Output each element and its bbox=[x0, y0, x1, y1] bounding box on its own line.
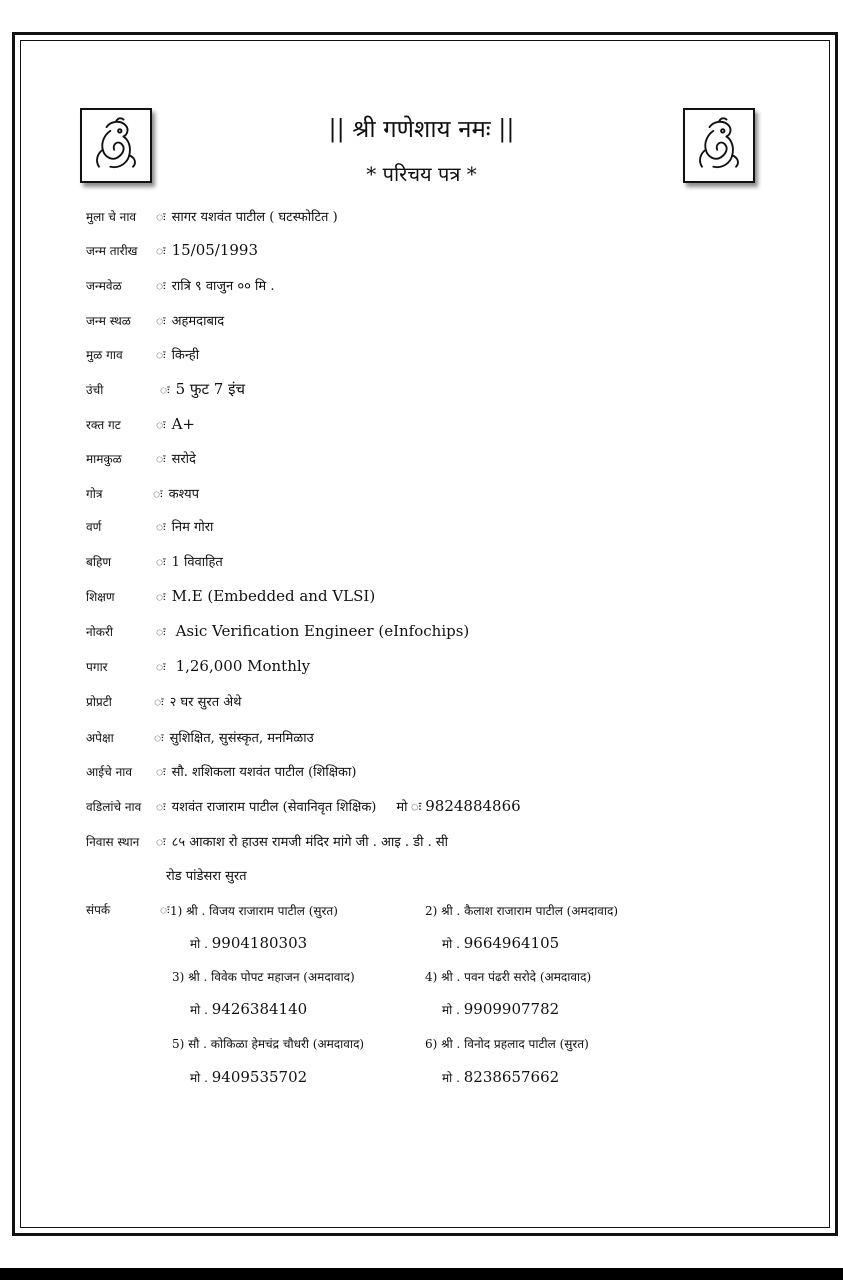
mobile-prefix: मो . bbox=[190, 1003, 208, 1017]
row-separator: ः bbox=[156, 624, 166, 639]
contacts-label-row bbox=[86, 897, 176, 921]
detail-row-gotra bbox=[86, 481, 199, 505]
row-value: यशवंत राजाराम पाटील (सेवानिवृत शिक्षिक) bbox=[171, 800, 377, 815]
row-value: सरोदे bbox=[171, 452, 196, 467]
row-label: शिक्षण bbox=[86, 589, 115, 604]
row-value: 1 विवाहित bbox=[171, 555, 223, 570]
row-value: सुशिक्षित, सुसंस्कृत, मनमिळाउ bbox=[169, 731, 314, 746]
row-separator: ः bbox=[156, 313, 166, 328]
mobile-prefix: मो . bbox=[442, 1003, 460, 1017]
row-value: 1,26,000 Monthly bbox=[175, 657, 311, 675]
contact-phone: 9426384140 bbox=[211, 1000, 308, 1018]
row-separator: ः bbox=[154, 694, 164, 709]
row-label: वडिलांचे नाव bbox=[86, 799, 142, 814]
row-value: सौ. शशिकला यशवंत पाटील (शिक्षिका) bbox=[171, 765, 357, 780]
row-separator: ः bbox=[156, 209, 166, 224]
contact-name: 5) सौ . कोकिळा हेमचंद्र चौधरी (अमदावाद) bbox=[172, 1037, 365, 1051]
row-label: अपेक्षा bbox=[86, 730, 114, 745]
row-label: वर्ण bbox=[86, 519, 102, 534]
contact-phone-row bbox=[442, 1068, 559, 1086]
detail-row-complexion bbox=[86, 514, 213, 538]
detail-row-education bbox=[86, 584, 375, 608]
father-mobile-number: 9824884866 bbox=[425, 797, 521, 815]
detail-row-birthdate bbox=[86, 238, 258, 262]
row-label: उंची bbox=[86, 382, 104, 397]
row-label: नोकरी bbox=[86, 624, 114, 639]
row-value: 5 फुट 7 इंच bbox=[175, 380, 245, 398]
row-value: A+ bbox=[171, 415, 195, 433]
row-value: कश्यप bbox=[168, 487, 199, 502]
detail-row-birthplace bbox=[86, 308, 224, 332]
row-separator: ः bbox=[160, 382, 170, 397]
contact-phone-row bbox=[190, 934, 307, 952]
row-value: २ घर सुरत अेथे bbox=[169, 695, 242, 710]
mobile-prefix: मो . bbox=[442, 1071, 460, 1085]
mobile-prefix: मो . bbox=[190, 937, 208, 951]
row-label: जन्म तारीख bbox=[86, 243, 138, 258]
row-separator: ः bbox=[156, 764, 166, 779]
row-label: बहिण bbox=[86, 554, 112, 569]
detail-row-sister bbox=[86, 549, 223, 573]
row-label: पगार bbox=[86, 659, 108, 674]
row-separator: ः bbox=[156, 347, 166, 362]
contact-phone: 9909907782 bbox=[463, 1000, 560, 1018]
contact-name: 3) श्री . विवेक पोपट महाजन (अमदावाद) bbox=[172, 970, 355, 984]
contact-phone-row bbox=[190, 1068, 307, 1086]
detail-row-name bbox=[86, 204, 338, 228]
detail-row-residence bbox=[86, 829, 448, 853]
contact-name: 4) श्री . पवन पंढरी सरोदे (अमदावाद) bbox=[425, 970, 592, 984]
row-value: निम गोरा bbox=[171, 520, 214, 535]
invocation-heading: || श्री गणेशाय नमः || bbox=[328, 115, 515, 143]
mobile-prefix: मो . bbox=[190, 1071, 208, 1085]
row-separator: ः bbox=[160, 902, 170, 917]
contact-phone: 9409535702 bbox=[211, 1068, 308, 1086]
residence-line-2 bbox=[166, 863, 247, 887]
row-label: जन्मवेळ bbox=[86, 278, 122, 293]
row-value: 15/05/1993 bbox=[171, 241, 259, 259]
row-label: प्रोप्रटी bbox=[86, 694, 112, 709]
contact-phone: 9904180303 bbox=[211, 934, 308, 952]
row-separator: ः bbox=[154, 730, 164, 745]
row-label: जन्म स्थळ bbox=[86, 313, 131, 328]
row-separator: ः bbox=[156, 278, 166, 293]
row-value: अहमदाबाद bbox=[171, 314, 225, 329]
father-mobile-label: मो ः bbox=[396, 800, 422, 815]
contact-phone-row bbox=[442, 934, 559, 952]
row-value: Asic Verification Engineer (eInfochips) bbox=[175, 622, 470, 640]
detail-row-maternal-family bbox=[86, 446, 196, 470]
row-separator: ः bbox=[156, 417, 166, 432]
row-separator: ः bbox=[156, 659, 166, 674]
row-label: मुळ गाव bbox=[86, 347, 123, 362]
detail-row-birthtime bbox=[86, 273, 274, 297]
contact-name: 2) श्री . कैलाश राजाराम पाटील (अमदावाद) bbox=[425, 904, 619, 918]
row-value: किन्ही bbox=[171, 348, 200, 363]
row-separator: ः bbox=[156, 834, 166, 849]
row-value: रोड पांडेसरा सुरत bbox=[166, 869, 247, 884]
detail-row-job bbox=[86, 619, 469, 643]
bottom-bar bbox=[0, 1268, 843, 1280]
row-value: रात्रि ९ वाजुन ०० मि . bbox=[171, 279, 275, 294]
row-value: सागर यशवंत पाटील ( घटस्फोटित ) bbox=[171, 210, 338, 225]
detail-row-salary bbox=[86, 654, 310, 678]
detail-row-father-name bbox=[86, 794, 521, 818]
row-value: M.E (Embedded and VLSI) bbox=[171, 587, 376, 605]
contacts-label: संपर्क bbox=[86, 902, 111, 917]
row-label: मामकुळ bbox=[86, 451, 122, 466]
contact-name: 6) श्री . विनोद प्रहलाद पाटील (सुरत) bbox=[425, 1037, 589, 1051]
row-separator: ः bbox=[156, 243, 166, 258]
detail-row-mother-name bbox=[86, 759, 356, 783]
contact-phone: 8238657662 bbox=[463, 1068, 560, 1086]
contact-phone-row bbox=[190, 1000, 307, 1018]
row-label: गोत्र bbox=[86, 486, 103, 501]
contact-phone-row bbox=[442, 1000, 559, 1018]
contact-phone: 9664964105 bbox=[463, 934, 560, 952]
row-label: आईचे नाव bbox=[86, 764, 133, 779]
row-value: ८५ आकाश रो हाउस रामजी मंदिर मांगे जी . आइ . डी . सी bbox=[171, 835, 448, 850]
row-separator: ः bbox=[156, 554, 166, 569]
row-label: रक्त गट bbox=[86, 417, 121, 432]
detail-row-height bbox=[86, 377, 245, 401]
document-title: * परिचय पत्र * bbox=[366, 162, 477, 186]
row-separator: ः bbox=[156, 451, 166, 466]
row-separator: ः bbox=[156, 589, 166, 604]
row-label: निवास स्थान bbox=[86, 834, 140, 849]
detail-row-blood-group bbox=[86, 412, 195, 436]
contact-name: 1) श्री . विजय राजाराम पाटील (सुरत) bbox=[170, 904, 338, 918]
detail-row-expectation bbox=[86, 725, 314, 749]
mobile-prefix: मो . bbox=[442, 937, 460, 951]
row-label: मुला चे नाव bbox=[86, 209, 137, 224]
detail-row-native-village bbox=[86, 342, 199, 366]
row-separator: ः bbox=[156, 799, 166, 814]
detail-row-property bbox=[86, 689, 241, 713]
row-separator: ः bbox=[156, 519, 166, 534]
row-separator: ः bbox=[153, 486, 163, 501]
